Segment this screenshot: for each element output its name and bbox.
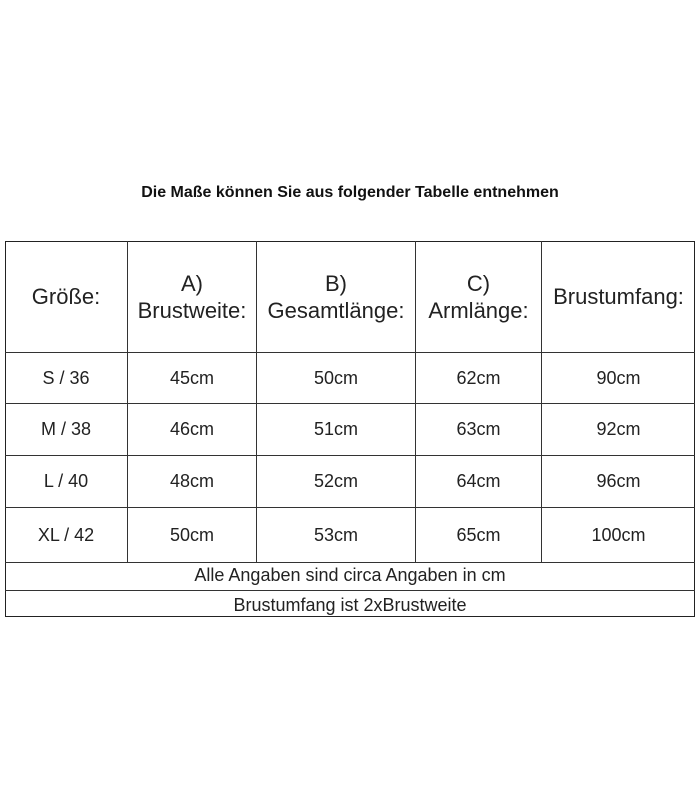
chest-width-cell: 48cm: [169, 471, 214, 491]
arm-length-cell: 65cm: [456, 524, 501, 545]
header-label-letter: C): [466, 270, 491, 296]
header-label-name: Armlänge:: [428, 297, 529, 323]
chest-width-cell: 46cm: [169, 419, 214, 439]
row-divider: [5, 562, 695, 563]
chest-width-cell: 45cm: [169, 367, 214, 388]
header-total-length: [257, 241, 415, 352]
page-title: Die Maße können Sie aus folgender Tabelle entnehmen: [141, 184, 559, 201]
header-arm-length: [416, 241, 541, 352]
note-chest-circumference: Brustumfang ist 2xBrustweite: [233, 595, 467, 615]
chest-width-cell: 50cm: [169, 524, 214, 545]
total-length-cell: 51cm: [313, 419, 358, 439]
size-cell: XL / 42: [37, 524, 95, 545]
chest-circumference-cell: 90cm: [596, 367, 641, 388]
size-cell: M / 38: [40, 419, 92, 439]
header-chest-circumference: [542, 241, 695, 352]
total-length-cell: 52cm: [313, 471, 358, 491]
header-label-name: Brustweite:: [137, 297, 247, 323]
note-approximate-values: Alle Angaben sind circa Angaben in cm: [194, 565, 506, 585]
size-cell: L / 40: [43, 471, 89, 491]
total-length-cell: 53cm: [313, 524, 358, 545]
size-cell: S / 36: [42, 367, 90, 388]
arm-length-cell: 63cm: [456, 419, 501, 439]
arm-length-cell: 64cm: [456, 471, 501, 491]
total-length-cell: 50cm: [313, 367, 358, 388]
header-chest-width: [128, 241, 256, 352]
chest-circumference-cell: 92cm: [596, 419, 641, 439]
header-size-label: Größe:: [31, 284, 101, 309]
header-label-name: Gesamtlänge:: [267, 297, 405, 323]
chest-circumference-cell: 100cm: [591, 524, 646, 545]
header-label-name: Brustumfang:: [553, 284, 684, 309]
header-size: [5, 241, 127, 352]
chest-circumference-cell: 96cm: [596, 471, 641, 491]
header-label-letter: A): [181, 270, 203, 296]
row-divider: [5, 590, 695, 591]
header-label-letter: B): [325, 270, 347, 296]
arm-length-cell: 62cm: [456, 367, 501, 388]
